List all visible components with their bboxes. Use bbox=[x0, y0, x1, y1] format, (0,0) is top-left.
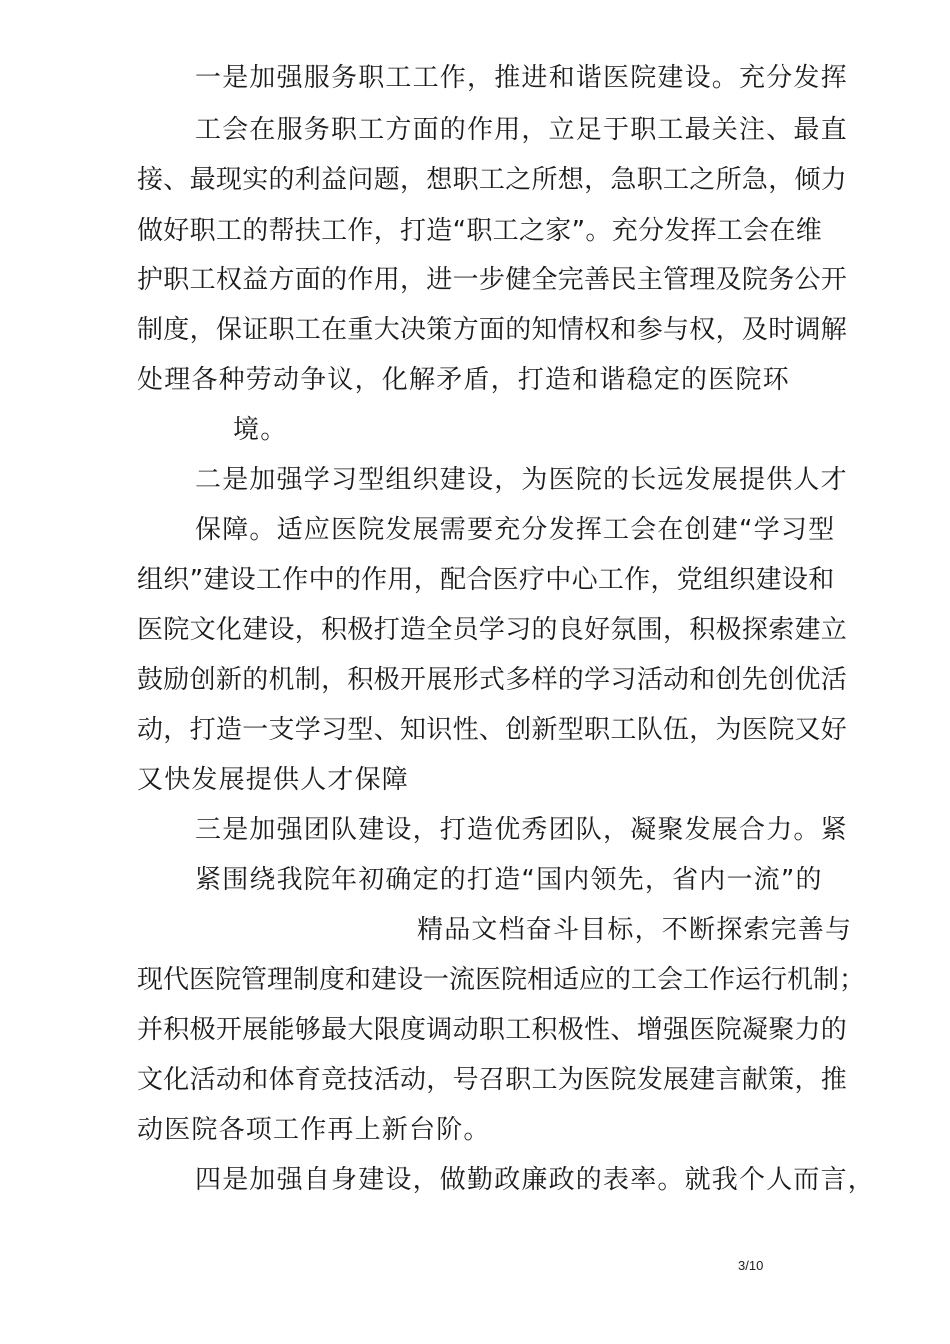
body-text-line: 接、最现实的利益问题，想职工之所想，急职工之所急，倾力 bbox=[137, 165, 848, 195]
body-text-line: 动医院各项工作再上新台阶。 bbox=[137, 1115, 491, 1145]
body-text-line: 处理各种劳动争议，化解矛盾，打造和谐稳定的医院环 bbox=[137, 365, 790, 395]
body-text-line: 二是加强学习型组织建设，为医院的长远发展提供人才 bbox=[195, 465, 848, 495]
body-text-line: 精品文档奋斗目标，不断探索完善与 bbox=[417, 915, 853, 945]
body-text-line: 紧围绕我院年初确定的打造“国内领先，省内一流”的 bbox=[195, 865, 823, 895]
body-text-line: 护职工权益方面的作用，进一步健全完善民主管理及院务公开 bbox=[137, 265, 848, 295]
body-text-line: 做好职工的帮扶工作，打造“职工之家”。充分发挥工会在维 bbox=[137, 216, 823, 246]
body-text-line: 一是加强服务职工工作，推进和谐医院建设。充分发挥 bbox=[195, 63, 848, 93]
body-text-line: 保障。适应医院发展需要充分发挥工会在创建“学习型 bbox=[195, 515, 836, 545]
body-text-line: 并积极开展能够最大限度调动职工积极性、增强医院凝聚力的 bbox=[137, 1015, 848, 1045]
page-number: 3/10 bbox=[738, 1258, 764, 1273]
body-text-line: 工会在服务职工方面的作用，立足于职工最关注、最直 bbox=[195, 115, 848, 145]
body-text-line: 动，打造一支学习型、知识性、创新型职工队伍，为医院又好 bbox=[137, 715, 848, 745]
body-text-line: 又快发展提供人才保障 bbox=[137, 765, 410, 795]
body-text-line: 三是加强团队建设，打造优秀团队，凝聚发展合力。紧 bbox=[195, 815, 848, 845]
body-text-line: 医院文化建设，积极打造全员学习的良好氛围，积极探索建立 bbox=[137, 615, 848, 645]
body-text-line: 四是加强自身建设，做勤政廉政的表率。就我个人而言， bbox=[195, 1165, 876, 1195]
body-text-line: 制度，保证职工在重大决策方面的知情权和参与权，及时调解 bbox=[137, 315, 848, 345]
body-text-line: 鼓励创新的机制，积极开展形式多样的学习活动和创先创优活 bbox=[137, 665, 848, 695]
body-text-line: 文化活动和体育竞技活动，号召职工为医院发展建言献策，推 bbox=[137, 1065, 848, 1095]
body-text-line: 组织”建设工作中的作用，配合医疗中心工作，党组织建设和 bbox=[137, 565, 835, 595]
body-text-line: 现代医院管理制度和建设一流医院相适应的工会工作运行机制； bbox=[137, 965, 866, 995]
body-text-line: 境。 bbox=[233, 415, 288, 445]
